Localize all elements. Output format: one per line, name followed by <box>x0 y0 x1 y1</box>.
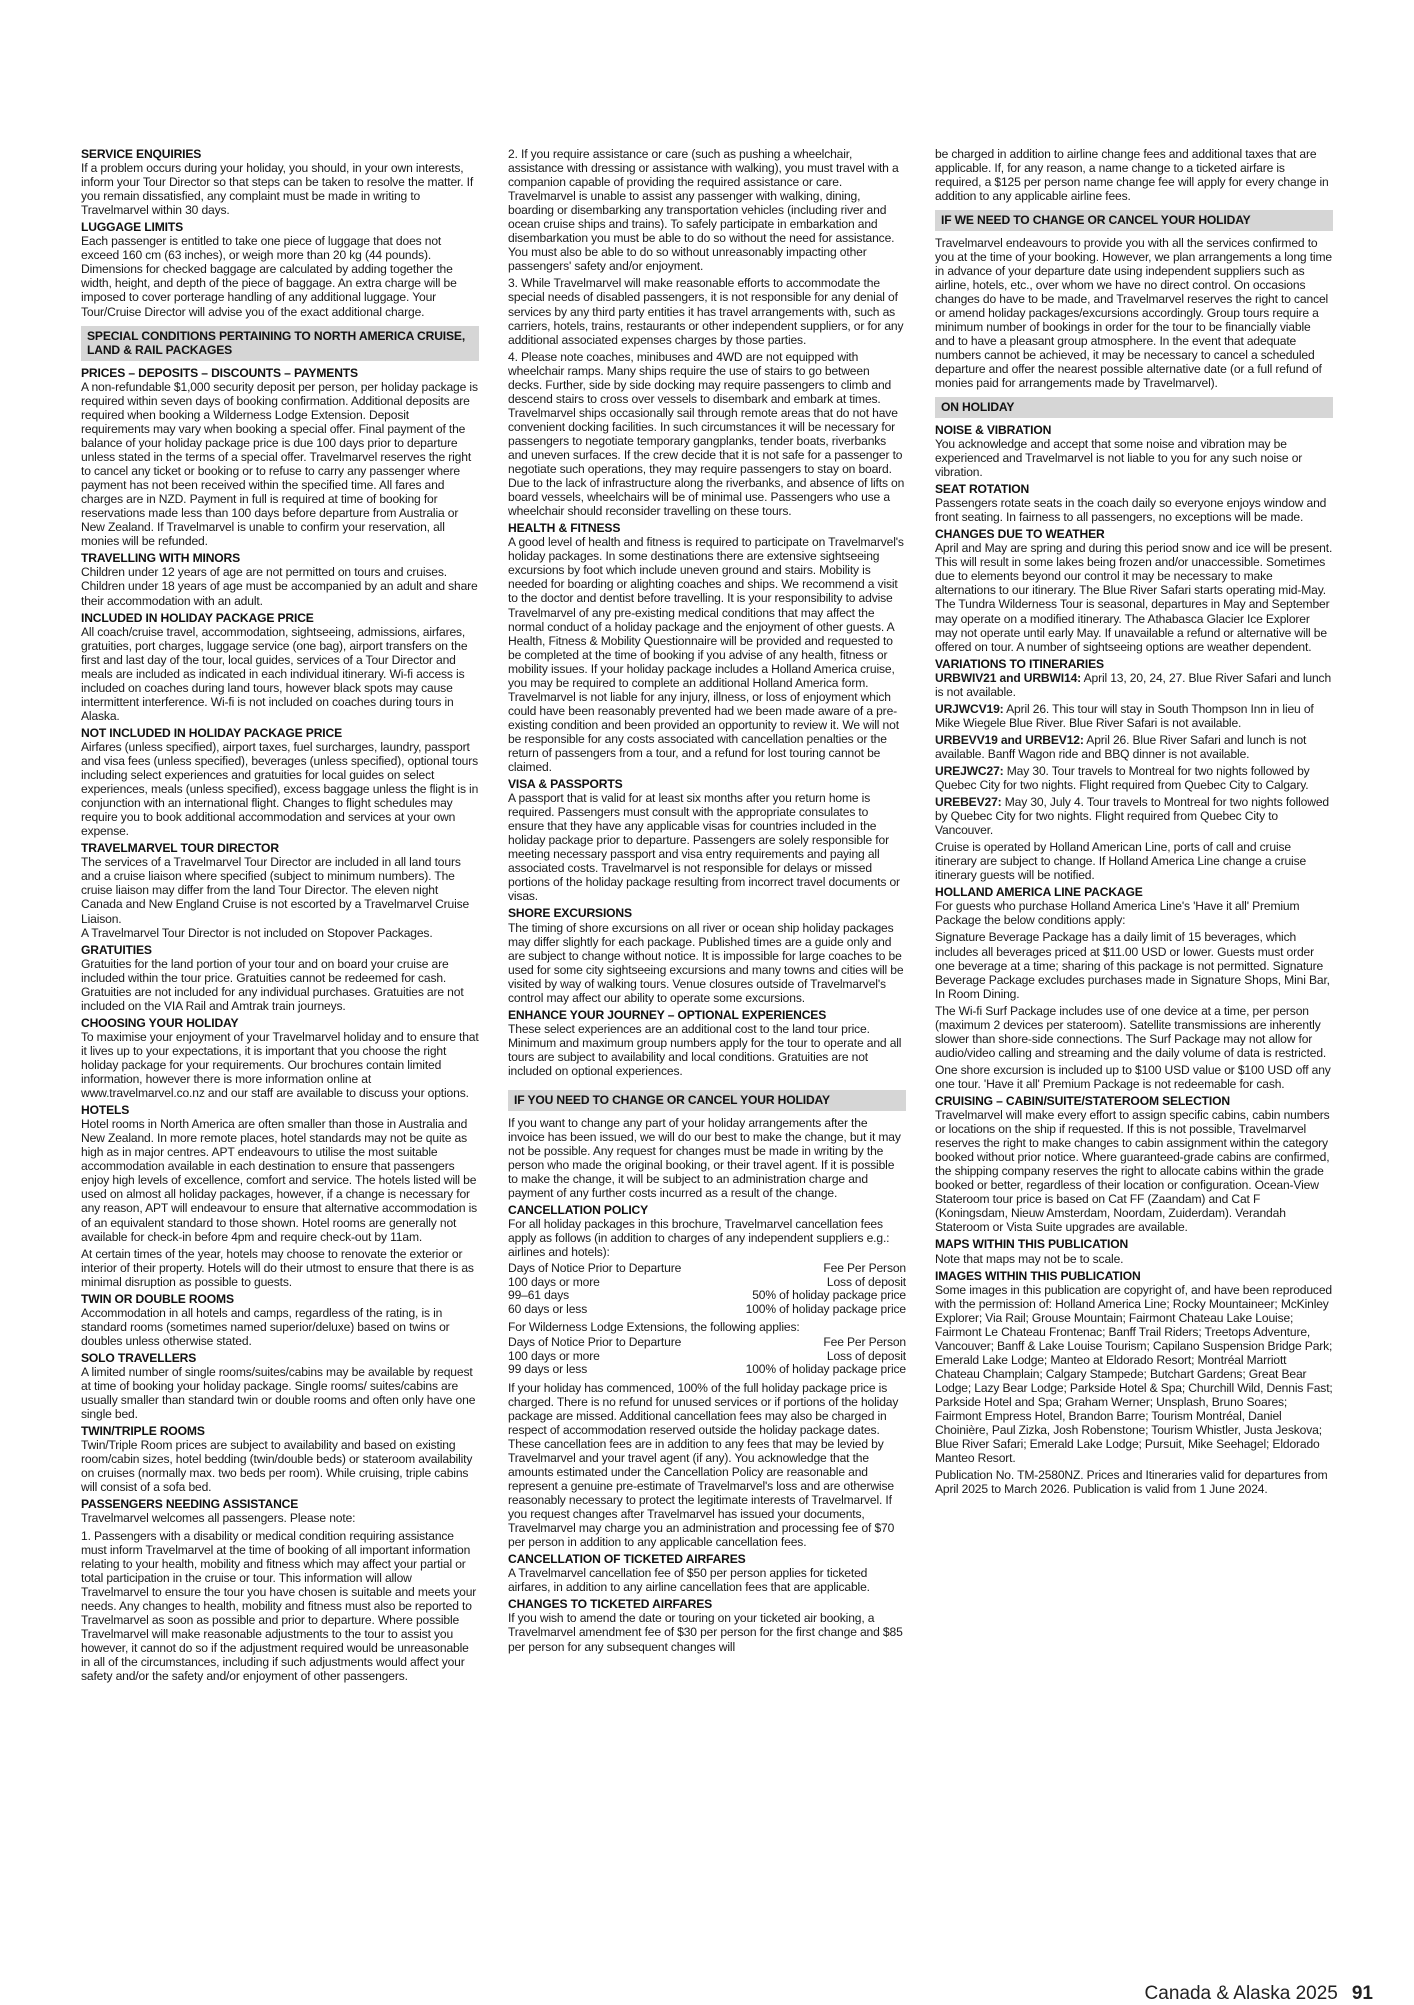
text-solo: A limited number of single rooms/suites/cabins may be available by request at time of booking your holiday package. Single rooms/ suites/cabins are usually smaller than standard twin or double rooms and often only have one single bed. <box>81 1364 476 1422</box>
table-head-fee: Fee Per Person <box>823 1261 906 1276</box>
heading-not-included: NOT INCLUDED IN HOLIDAY PACKAGE PRICE <box>81 725 342 740</box>
wilderness-fee-table <box>508 1336 906 1377</box>
variation-code: UREBEV27: <box>935 795 1002 810</box>
text-hal-3: The Wi-fi Surf Package includes use of one device at a time, per person (maximum 2 devices per stateroom). Satellite transmissions are inherently slower than shore-side connections. The Surf Package may not allow for audio/video calling and streaming and the daily volume of data is restricted. <box>935 1003 1327 1060</box>
variation-item <box>935 795 1333 837</box>
text-assistance-3: 3. While Travelmarvel will make reasonable efforts to accommodate the special needs of disabled passengers, it is not responsible for any denial of services by any third party entities it has travel arrangements with, such as carriers, hotels, trains, restaurants or other independent suppliers, or for any additional associated expenses charges by those parties. <box>508 276 904 347</box>
heading-shore: SHORE EXCURSIONS <box>508 906 632 921</box>
column-right <box>935 147 1333 1499</box>
heading-cancellation: CANCELLATION POLICY <box>508 1202 649 1217</box>
table-row <box>508 1303 906 1317</box>
text-tour-director-1: The services of a Travelmarvel Tour Director are included in all land tours and a cruise liaison where specified (subject to minimum numbers). The cruise liaison may differ from the land Tour Director. The eleven night Canada and New England Cruise is not escorted by a Travelmarvel Cruise Liaison. <box>81 855 470 926</box>
text-minors: Children under 12 years of age are not permitted on tours and cruises. Children under 18 years of age must be accompanied by an adult and share their accommodation with an adult. <box>81 565 478 608</box>
heading-seat-rotation: SEAT ROTATION <box>935 482 1030 497</box>
text-weather: April and May are spring and during this period snow and ice will be present. This will result in some lakes being frozen and/or unaccessible. Sometimes due to elements beyond our control it may be necessary to make alternations to our itinerary. The Blue River Safari starts operating mid-May. The Tundra Wilderness Tour is seasonal, departures in May and September may operate on a modified itinerary. The Athabasca Glacier Ice Explorer may not operate until early May. If unavailable a refund or alternative will be offered on tour. A number of sightseeing options are weather dependent. <box>935 541 1333 654</box>
table-cell-days: 100 days or more <box>508 1348 600 1363</box>
text-assistance-intro: Travelmarvel welcomes all passengers. Please note: <box>81 1511 356 1526</box>
heading-hal-package: HOLLAND AMERICA LINE PACKAGE <box>935 885 1143 900</box>
text-twin-double: Accommodation in all hotels and camps, regardless of the rating, is in standard rooms (sometimes named superior/deluxe) based on twins or doubles unless otherwise stated. <box>81 1305 450 1348</box>
variation-text: April 13, 20, 24, 27. Blue River Safari and lunch is not available. <box>935 670 1332 699</box>
text-visa: A passport that is valid for at least six months after you return home is required. Passengers must consult with the appropriate consulates to ensure that they have any applicable visas for countries included in the holiday package prior to departure. Passengers are solely responsible for meeting necessary passport and visa entry requirements and paying all associated costs. Travelmarvel is not responsible for delays or missed portions of the holiday package resulting from incorrect travel documents or visas. <box>508 791 900 904</box>
footer-title: Canada & Alaska 2025 <box>1144 1983 1338 2004</box>
variation-code: URBEVV19 and URBEV12: <box>935 732 1084 747</box>
heading-assistance: PASSENGERS NEEDING ASSISTANCE <box>81 1497 299 1512</box>
text-cruise-operated: Cruise is operated by Holland American Line, ports of call and cruise itinerary are subject to change. If Holland America Line change a cruise itinerary guests will be notified. <box>935 840 1307 883</box>
variation-item <box>935 764 1333 792</box>
heading-noise: NOISE & VIBRATION <box>935 422 1052 437</box>
text-hal-1: For guests who purchase Holland America Line's 'Have it all' Premium Package the below conditions apply: <box>935 899 1300 928</box>
heading-minors: TRAVELLING WITH MINORS <box>81 551 241 566</box>
table-head-days: Days of Notice Prior to Departure <box>508 1261 682 1276</box>
text-hal-2: Signature Beverage Package has a daily limit of 15 beverages, which includes all beverages priced at $11.00 USD or lower. Guests must order one beverage at a time; sharing of this package is not permitted. Signature Beverage Package excludes purchases made in Signature Shops, Mini Bar, In Room Dining. <box>935 930 1330 1001</box>
heading-hotels: HOTELS <box>81 1103 130 1118</box>
text-maps: Note that maps may not be to scale. <box>935 1251 1124 1266</box>
column-middle <box>508 147 906 1657</box>
column-left <box>81 147 479 1686</box>
text-hotels-1: Hotel rooms in North America are often smaller than those in Australia and New Zealand. In more remote places, hotel standards may not be quite as high as in major centres. APT endeavours to utilise the most suitable accommodation available in each destination to ensure that passengers enjoy high levels of excellence, comfort and service. The hotels listed will be used on almost all holiday packages, however, if a change is necessary for any reason, APT will endeavour to ensure that alternative accommodation is of an equivalent standard to those shown. Hotel rooms are generally not available for check-in before 4pm and require check-out by 11am. <box>81 1117 478 1244</box>
text-twin-triple: Twin/Triple Room prices are subject to availability and based on existing room/cabin sizes, hotel bedding (twin/double beds) or stateroom availability on cruises (normally max. two beds per room). While cruising, triple cabins will consist of a sofa bed. <box>81 1438 473 1495</box>
section-band-on-holiday: ON HOLIDAY <box>935 397 1333 418</box>
table-head-fee: Fee Per Person <box>823 1335 906 1350</box>
page-number: 91 <box>1351 1983 1373 2004</box>
text-commenced: If your holiday has commenced, 100% of the full holiday package price is charged. There is no refund for unused services or if portions of the holiday package are missed. Additional cancellation fees may also be charged in respect of accommodation reserved outside the holiday package dates. These cancellation fees are in addition to any fees that may be levied by Travelmarvel and your travel agent (if any). You acknowledge that the amounts estimated under the Cancellation Policy are reasonable and represent a genuine pre-estimate of Travelmarvel's loss and are otherwise reasonably necessary to protect the legitimate interests of Travelmarvel. If you request changes after Travelmarvel has issued your documents, Travelmarvel may charge you an administration and processing fee of $70 per person in addition to any applicable cancellation fees. <box>508 1380 899 1550</box>
heading-solo: SOLO TRAVELLERS <box>81 1350 197 1365</box>
table-cell-days: 60 days or less <box>508 1301 588 1316</box>
text-tour-director-2: A Travelmarvel Tour Director is not included on Stopover Packages. <box>81 925 433 940</box>
text-we-change: Travelmarvel endeavours to provide you with all the services confirmed to you at the time of your booking. However, we plan arrangements a long time in advance of your departure date using independent suppliers such as airline, hotels, etc., over whom we have no direct control. On occasions changes do have to be made, and Travelmarvel reserves the right to cancel or amend holiday packages/excursions accordingly. Group tours require a minimum number of bookings in order for the tour to be financially viable and to have a pleasant group atmosphere. In the event that adequate numbers cannot be achieved, it may be necessary to cancel a scheduled departure and offer the nearest possible alternative date (or a full refund of monies paid for arrangements made by Travelmarvel). <box>935 235 1332 391</box>
text-health: A good level of health and fitness is required to participate on Travelmarvel's holiday packages. In some destinations there are extensive sightseeing excursions by foot which include uneven ground and stairs. Mobility is needed for boarding or alighting coaches and ships. We recommend a visit to the doctor and dentist before travelling. It is your responsibility to advise Travelmarvel of any pre-existing medical conditions that may affect the normal conduct of a holiday package and the enjoyment of other guests. A Health, Fitness & Mobility Questionnaire will be provided and requested to be completed at the time of booking if you advise of any health, fitness or mobility issues. If your holiday package includes a Holland America cruise, you may be required to complete an additional Holland America form. Travelmarvel is not liable for any injury, illness, or loss of enjoyment which could have been reasonably prevented had we been made aware of a pre-existing condition and been provided an opportunity to review it. We will not be responsible for any costs associated with cancellation penalties or the return of passengers from a tour, and a refund for lost touring cannot be claimed. <box>508 535 904 775</box>
text-hotels-2: At certain times of the year, hotels may choose to renovate the exterior or interior of their property. Hotels will do their utmost to ensure that there is as minimal disruption as possible to guests. <box>81 1246 474 1289</box>
text-you-change: If you want to change any part of your holiday arrangements after the invoice has been issued, we will do our best to make the change, but it may not be possible. Any request for changes must be made in writing by the person who made the original booking, or their travel agent. If it is possible to make the change, it will be subject to an administration charge and payment of any further costs incurred as a result of the change. <box>508 1115 901 1200</box>
heading-twin-double: TWIN OR DOUBLE ROOMS <box>81 1291 234 1306</box>
heading-enhance: ENHANCE YOUR JOURNEY – OPTIONAL EXPERIENCES <box>508 1007 827 1022</box>
variation-text: May 30, July 4. Tour travels to Montreal for two nights followed by Quebec City for two nights. Flight required from Quebec City to Vancouver. <box>935 795 1329 838</box>
text-ticketed-changes-cont: be charged in addition to airline change fees and additional taxes that are applicable. If, for any reason, a name change to a ticketed airfare is required, a $125 per person name change fee will apply for every change in addition to any applicable airline fees. <box>935 147 1329 204</box>
table-cell-days: 100 days or more <box>508 1274 600 1289</box>
text-publication: Publication No. TM-2580NZ. Prices and Itineraries valid for departures from April 2025 to March 2026. Publication is valid from 1 June 2024. <box>935 1468 1328 1497</box>
heading-cabin-selection: CRUISING – CABIN/SUITE/STATEROOM SELECTION <box>935 1094 1230 1108</box>
text-cancellation: For all holiday packages in this brochure, Travelmarvel cancellation fees apply as follows (in addition to charges of any independent suppliers e.g.: airlines and hotels): <box>508 1216 890 1260</box>
text-service-enquiries: If a problem occurs during your holiday, you should, in your own interests, inform your Tour Director so that steps can be taken to resolve the matter. If you remain dissatisfied, any complaint must be made in writing to Travelmarvel within 30 days. <box>81 161 474 218</box>
table-cell-fee: 50% of holiday package price <box>752 1288 906 1303</box>
heading-images: IMAGES WITHIN THIS PUBLICATION <box>935 1268 1141 1283</box>
heading-weather: CHANGES DUE TO WEATHER <box>935 527 1105 542</box>
variation-item <box>935 733 1333 761</box>
text-assistance-1: 1. Passengers with a disability or medical condition requiring assistance must inform Travelmarvel at the time of booking of all important information relating to your health, mobility and fitness which may affect your partial or total participation in the cruise or tour. This information will allow Travelmarvel to ensure the tour you have chosen is suitable and meets your needs. Any changes to health, mobility and fitness must also be reported to Travelmarvel as soon as possible and prior to departure. Where possible Travelmarvel will make reasonable adjustments to the tour to assist you however, it cannot do so if the adjustment required would be unreasonable in all of the circumstances, including if such adjustments would affect your safety and/or the safety and/or enjoyment of other passengers. <box>81 1528 477 1683</box>
text-ticketed-changes: If you wish to amend the date or touring on your ticketed air booking, a Travelmarvel amendment fee of $30 per person for the first change and $85 per person for any subsequent changes will <box>508 1611 903 1654</box>
variation-code: URBWIV21 and URBWI14: <box>935 670 1082 685</box>
heading-choosing: CHOOSING YOUR HOLIDAY <box>81 1015 239 1030</box>
variation-code: UREJWC27: <box>935 763 1004 778</box>
heading-gratuities: GRATUITIES <box>81 942 152 957</box>
variation-item <box>935 702 1333 730</box>
text-included: All coach/cruise travel, accommodation, sightseeing, admissions, airfares, gratuities, port charges, luggage service (one bag), airport transfers on the first and last day of the tour, local guides, services of a Tour Director and meals are included as indicated in each individual itinerary. Wi-fi access is included on coaches during land tours, however black spots may cause intermittent interference. Wi-fi is not included on coaches during tours in Alaska. <box>81 624 468 723</box>
heading-health: HEALTH & FITNESS <box>508 521 621 536</box>
heading-luggage-limits: LUGGAGE LIMITS <box>81 220 184 235</box>
table-head-days: Days of Notice Prior to Departure <box>508 1335 682 1350</box>
table-cell-fee: 100% of holiday package price <box>745 1301 906 1316</box>
text-assistance-2: 2. If you require assistance or care (such as pushing a wheelchair, assistance with dressing or assistance with walking), you must travel with a companion capable of providing the required assistance or care. Travelmarvel is unable to assist any passenger with walking, dining, boarding or disembarking any transportation vehicles (including river and ocean cruise ships and trains). To safely participate in embarkation and disembarkation you must be able to do so without the need for assistance. You must also be able to do so without unreasonably impacting other passengers' safety and/or enjoyment. <box>508 147 899 274</box>
table-row <box>508 1276 906 1290</box>
variation-text: May 30. Tour travels to Montreal for two nights followed by Quebec City for two nights. Flight required from Quebec City to Calgary. <box>935 763 1310 793</box>
text-wilderness-caption: For Wilderness Lodge Extensions, the following applies: <box>508 1320 800 1335</box>
table-cell-fee: 100% of holiday package price <box>745 1362 906 1377</box>
heading-maps: MAPS WITHIN THIS PUBLICATION <box>935 1237 1129 1252</box>
table-cell-days: 99–61 days <box>508 1288 570 1303</box>
text-ticketed-cancel: A Travelmarvel cancellation fee of $50 per person applies for ticketed airfares, in addition to any airline cancellation fees that are applicable. <box>508 1566 870 1595</box>
text-seat-rotation: Passengers rotate seats in the coach daily so everyone enjoys window and front seating. In fairness to all passengers, no exceptions will be made. <box>935 496 1327 525</box>
variation-code: URJWCV19: <box>935 701 1004 716</box>
table-row <box>508 1289 906 1303</box>
heading-tour-director: TRAVELMARVEL TOUR DIRECTOR <box>81 841 279 856</box>
section-band-you-change: IF YOU NEED TO CHANGE OR CANCEL YOUR HOLIDAY <box>508 1090 906 1111</box>
page-footer <box>1145 1983 1373 2005</box>
variation-item <box>935 671 1333 699</box>
table-header-row <box>508 1262 906 1276</box>
text-noise: You acknowledge and accept that some noise and vibration may be experienced and Travelmarvel is not liable to you for any such noise or vibration. <box>935 436 1303 480</box>
text-shore: The timing of shore excursions on all river or ocean ship holiday packages may differ slightly for each package. Published times are a guide only and are subject to change without notice. It is impossible for large coaches to be used for some city sightseeing excursions and many towns and cities will be visited by way of walking tours. Venue closures outside of Travelmarvel's control may affect our ability to operate some excursions. <box>508 920 904 1005</box>
table-cell-fee: Loss of deposit <box>826 1274 906 1289</box>
text-prices: A non-refundable $1,000 security deposit per person, per holiday package is required within seven days of booking confirmation. Additional deposits are required when booking a Wilderness Lodge Extension. Deposit requirements may vary when booking a special offer. Final payment of the balance of your holiday package price is due 100 days prior to departure unless stated in the terms of a special offer. Travelmarvel reserves the right to cancel any ticket or booking or to refuse to carry any passenger where payment has not been received within the specified time. All fares and charges are in NZD. Payment in full is required at time of booking for reservations made less than 100 days before departure from Australia or New Zealand. If Travelmarvel is unable to confirm your reservation, all monies will be refunded. <box>81 379 478 549</box>
section-band-we-change: IF WE NEED TO CHANGE OR CANCEL YOUR HOLIDAY <box>935 210 1333 231</box>
section-band-special-conditions: SPECIAL CONDITIONS PERTAINING TO NORTH AMERICA CRUISE, LAND & RAIL PACKAGES <box>81 326 479 361</box>
table-cell-fee: Loss of deposit <box>826 1348 906 1363</box>
text-choosing: To maximise your enjoyment of your Travelmarvel holiday and to ensure that it lives up to your expectations, it is important that you choose the right holiday package for your requirements. Our brochures contain limited information, however there is more information online at www.travelmarvel.co.nz and our staff are available to discuss your options. <box>81 1029 479 1101</box>
table-header-row <box>508 1336 906 1350</box>
heading-ticketed-changes: CHANGES TO TICKETED AIRFARES <box>508 1597 713 1612</box>
text-images: Some images in this publication are copyright of, and have been reproduced with the permission of: Holland America Line; Rocky Mountaineer; McKinley Explorer; Via Rail; Grouse Mountain; Fairmont Chateau Lake Louise; Fairmont Le Chateau Frontenac; Banff Trail Riders; Treetops Adventure, Vancouver; Banff & Lake Louise Tourism; Capilano Suspension Bridge Park; Emerald Lake Lodge; Manteo at Eldorado Resort; Montréal Marriott Chateau Champlain; Calgary Stampede; Butchart Gardens; Great Bear Lodge; Lazy Bear Lodge; Parkside Hotel & Spa; Churchill Wild, Dennis Fast; Parkside Hotel and Spa; Graham Werner; Unsplash, Bruno Soares; Fairmont Empress Hotel, Brandon Barre; Tourism Montréal, Daniel Choinière, Paul Zizka, Josh Robenstone; Tourism Whistler, Justa Jeskova; Blue River Safari; Emerald Lake Lodge; Pursuit, Mike Seehagel; Eldorado Manteo Resort. <box>935 1282 1333 1466</box>
text-assistance-4: 4. Please note coaches, minibuses and 4WD are not equipped with wheelchair ramps. Many ships require the use of stairs to go between decks. Further, side by side docking may require passengers to climb and descend stairs to cross over vessels to disembark and embark at times. Travelmarvel ships occasionally sail through remote areas that do not have convenient docking facilities. In such circumstances it will be necessary for passengers to negotiate temporary gangplanks, tender boats, riverbanks and uneven surfaces. If the crew decide that it is not safe for a passenger to negotiate such operations, they may require passengers to stay on board. Due to the lack of infrastructure along the riverbanks, and absence of lifts on board vessels, wheelchairs will be of minimal use. Passengers who use a wheelchair should reconsider travelling on these tours. <box>508 349 905 519</box>
heading-twin-triple: TWIN/TRIPLE ROOMS <box>81 1424 205 1439</box>
text-enhance: These select experiences are an additional cost to the land tour price. Minimum and maximum group numbers apply for the tour to operate and all tours are subject to availability and local conditions. Gratuities are not included on optional experiences. <box>508 1021 902 1078</box>
variation-text: April 26. Blue River Safari and lunch is not available. Banff Wagon ride and BBQ dinner is not available. <box>935 732 1307 761</box>
heading-prices: PRICES – DEPOSITS – DISCOUNTS – PAYMENTS <box>81 365 358 380</box>
table-row <box>508 1363 906 1377</box>
heading-service-enquiries: SERVICE ENQUIRIES <box>81 147 202 161</box>
heading-included: INCLUDED IN HOLIDAY PACKAGE PRICE <box>81 610 314 625</box>
text-cabin-selection: Travelmarvel will make every effort to assign specific cabins, cabin numbers or locations on the ship if requested. If this is not possible, Travelmarvel reserves the right to make changes to cabin assignment within the category booked without prior notice. Where guaranteed-grade cabins are confirmed, the shipping company reserves the right to allocate cabins within the grade booked or better, regardless of their location or configuration. Ocean-View Stateroom tour price is based on Cat FF (Zaandam) and Cat F (Koningsdam, Nieuw Amsterdam, Noordam, Zuiderdam). Verandah Stateroom or Vista Suite upgrades are available. <box>935 1108 1330 1235</box>
text-hal-4: One shore excursion is included up to $100 USD value or $100 USD off any one tour. 'Have it all' Premium Package is not redeemable for cash. <box>935 1062 1331 1091</box>
text-not-included: Airfares (unless specified), airport taxes, fuel surcharges, laundry, passport and visa fees (unless specified), beverages (unless specified), optional tours including select experiences and gratuities for local guides on select experiences, meals (unless specified), excess baggage unless the flight is in conjunction with an international flight. Changes to flight schedules may require you to book additional accommodation and services at your own expense. <box>81 739 479 839</box>
cancellation-fee-table <box>508 1262 906 1316</box>
table-row <box>508 1350 906 1364</box>
text-luggage-limits: Each passenger is entitled to take one piece of luggage that does not exceed 160 cm (63 inches), or weigh more than 20 kg (44 pounds). Dimensions for checked baggage are calculated by adding together the width, height, and depth of the piece of baggage. An extra charge will be imposed to cover porterage handling of any additional luggage. Your Tour/Cruise Director will advise you of the exact additional charge. <box>81 234 457 319</box>
heading-visa: VISA & PASSPORTS <box>508 777 623 792</box>
heading-variations: VARIATIONS TO ITINERARIES <box>935 656 1104 671</box>
table-cell-days: 99 days or less <box>508 1362 588 1377</box>
heading-ticketed-cancel: CANCELLATION OF TICKETED AIRFARES <box>508 1552 746 1567</box>
variation-text: April 26. This tour will stay in South Thompson Inn in lieu of Mike Wiegele Blue River. Blue River Safari is not available. <box>935 701 1314 730</box>
text-gratuities: Gratuities for the land portion of your tour and on board your cruise are included within the tour price. Gratuities cannot be redeemed for cash. Gratuities are not included for any individual purchases. Gratuities are not included on the VIA Rail and Amtrak train journeys. <box>81 956 464 1013</box>
